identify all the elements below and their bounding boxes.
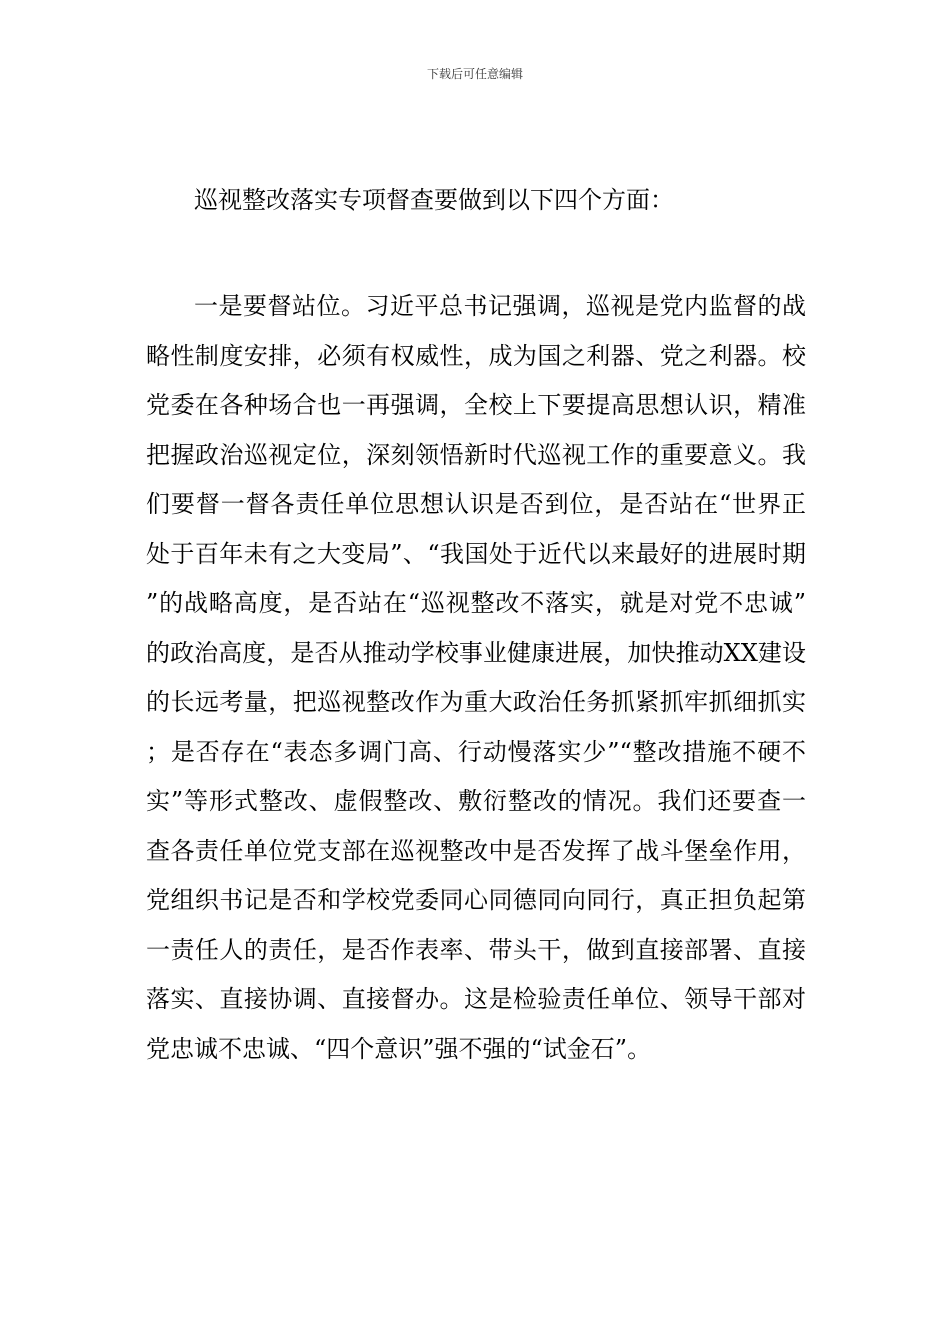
document-title: 巡视整改落实专项督查要做到以下四个方面： <box>194 186 674 214</box>
header-note: 下载后可任意编辑 <box>426 67 523 81</box>
body-paragraph-1: 一是要督站位。习近平总书记强调，巡视是党内监督的战略性制度安排，必须有权威性，成为国之利器、党之利器。校党委在各种场合也一再强调，全校上下要提高思想认识，精准把握政治巡视定位，深刻领悟新时代巡视工作的重要意义。我们要督一督各责任单位思想认识是否到位，是否站在“世界正处于百年未有之大变局”、“我国处于近代以来最好的进展时期”的战略高度，是否站在“巡视整改不落实，就是对党不忠诚”的政治高度，是否从推动学校事业健康进展，加快推动XX建设的长远考量，把巡视整改作为重大政治任务抓紧抓牢抓细抓实；是否存在“表态多调门高、行动慢落实少”“整改措施不硬不实”等形式整改、虚假整改、敷衍整改的情况。我们还要查一查各责任单位党支部在巡视整改中是否发挥了战斗堡垒作用，党组织书记是否和学校党委同心同德同向同行，真正担负起第一责任人的责任，是否作表率、带头干，做到直接部署、直接落实、直接协调、直接督办。这是检验责任单位、领导干部对党忠诚不忠诚、“四个意识”强不强的“试金石”。 <box>146 292 806 1063</box>
